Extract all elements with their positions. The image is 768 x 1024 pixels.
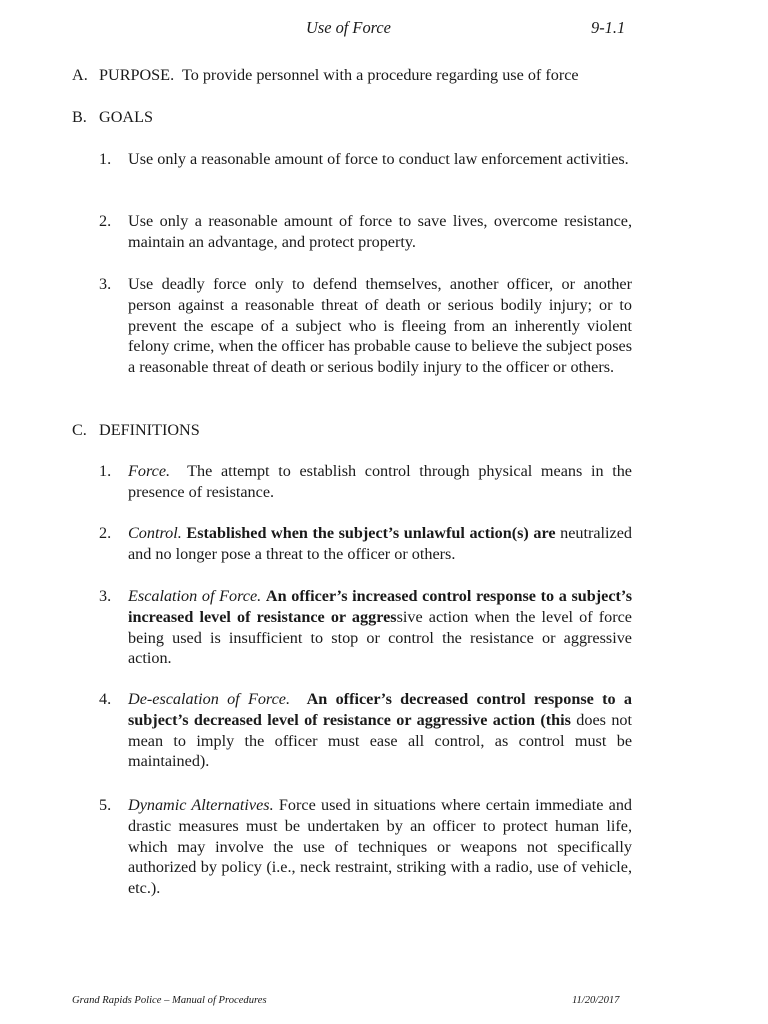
running-header-title: Use of Force [306,18,391,37]
definition-strong: An officer’s increased control response to a subject’s increased level of resistance or aggres [128,587,633,626]
item-number: 2. [99,524,112,542]
goal-item [99,274,632,378]
definition-body [128,795,632,899]
definition-item [99,689,632,772]
section-text: To provide personnel with a procedure regarding use of force [181,66,579,84]
definition-term: Force. [128,462,171,480]
running-header-number: 9-1.1 [591,18,626,37]
section-letter: B. [72,108,87,126]
definition-item [99,523,632,565]
item-number: 3. [99,587,112,605]
definition-text: sive action when the level of force being used is insufficient to stop or control the resistance or aggressive action. [128,607,632,668]
definition-text: The attempt to establish control through physical means in the presence of resistance. [128,462,632,501]
item-number: 4. [99,690,112,708]
section-heading: DEFINITIONS [99,421,200,439]
section-definitions [72,420,200,441]
definition-term: Escalation of Force. [128,587,262,605]
section-letter: C. [72,421,87,439]
definition-text: does not mean to imply the officer must ease all control, as control must be maintained). [128,710,633,771]
item-text: Use deadly force only to defend themselves, another officer, or another person against a reasonable threat of death or serious bodily injury; or to prevent the escape of a subject who is fleeing from an inherently violent felony crime, when the officer has probable cause to believe the subject poses a reasonable threat of death or serious bodily injury to the officer or others. [128,275,632,377]
definition-body [128,689,632,772]
definition-term: De-escalation of Force. [128,690,291,708]
section-heading: GOALS [99,108,153,126]
goal-item [99,149,632,170]
footer-manual-title: Grand Rapids Police – Manual of Procedures [72,995,267,1006]
footer-date: 11/20/2017 [572,995,620,1006]
section-goals [72,107,153,128]
definition-term: Control. [128,524,182,542]
goal-item [99,211,632,253]
section-heading: PURPOSE. [99,66,175,84]
definition-strong: An officer’s decreased control response to a subject’s decreased level of resistance or aggressive action (this [128,690,632,729]
item-text: Use only a reasonable amount of force to save lives, overcome resistance, maintain an advantage, and protect property. [128,212,632,251]
definition-body [128,586,632,669]
section-letter: A. [72,66,88,84]
definition-term: Dynamic Alternatives. [128,796,274,814]
definition-text: neutralized and no longer pose a threat to the officer or others. [128,524,632,563]
item-number: 3. [99,275,112,293]
definition-body [128,461,632,503]
definition-body [128,523,632,565]
definition-item [99,795,632,899]
item-number: 1. [99,462,112,480]
section-purpose [72,65,579,86]
item-number: 5. [99,796,112,814]
item-number: 2. [99,212,112,230]
definition-strong: Established when the subject’s unlawful action(s) are [186,524,556,542]
definition-text: Force used in situations where certain immediate and drastic measures must be undertaken by an officer to protect human life, which may involve the use of techniques or weapons not specifically authorized by policy (i.e., neck restraint, striking with a radio, use of vehicle, etc.). [128,796,633,898]
definition-item [99,586,632,669]
definition-item [99,461,632,503]
item-text: Use only a reasonable amount of force to conduct law enforcement activities. [128,150,629,168]
item-number: 1. [99,150,112,168]
